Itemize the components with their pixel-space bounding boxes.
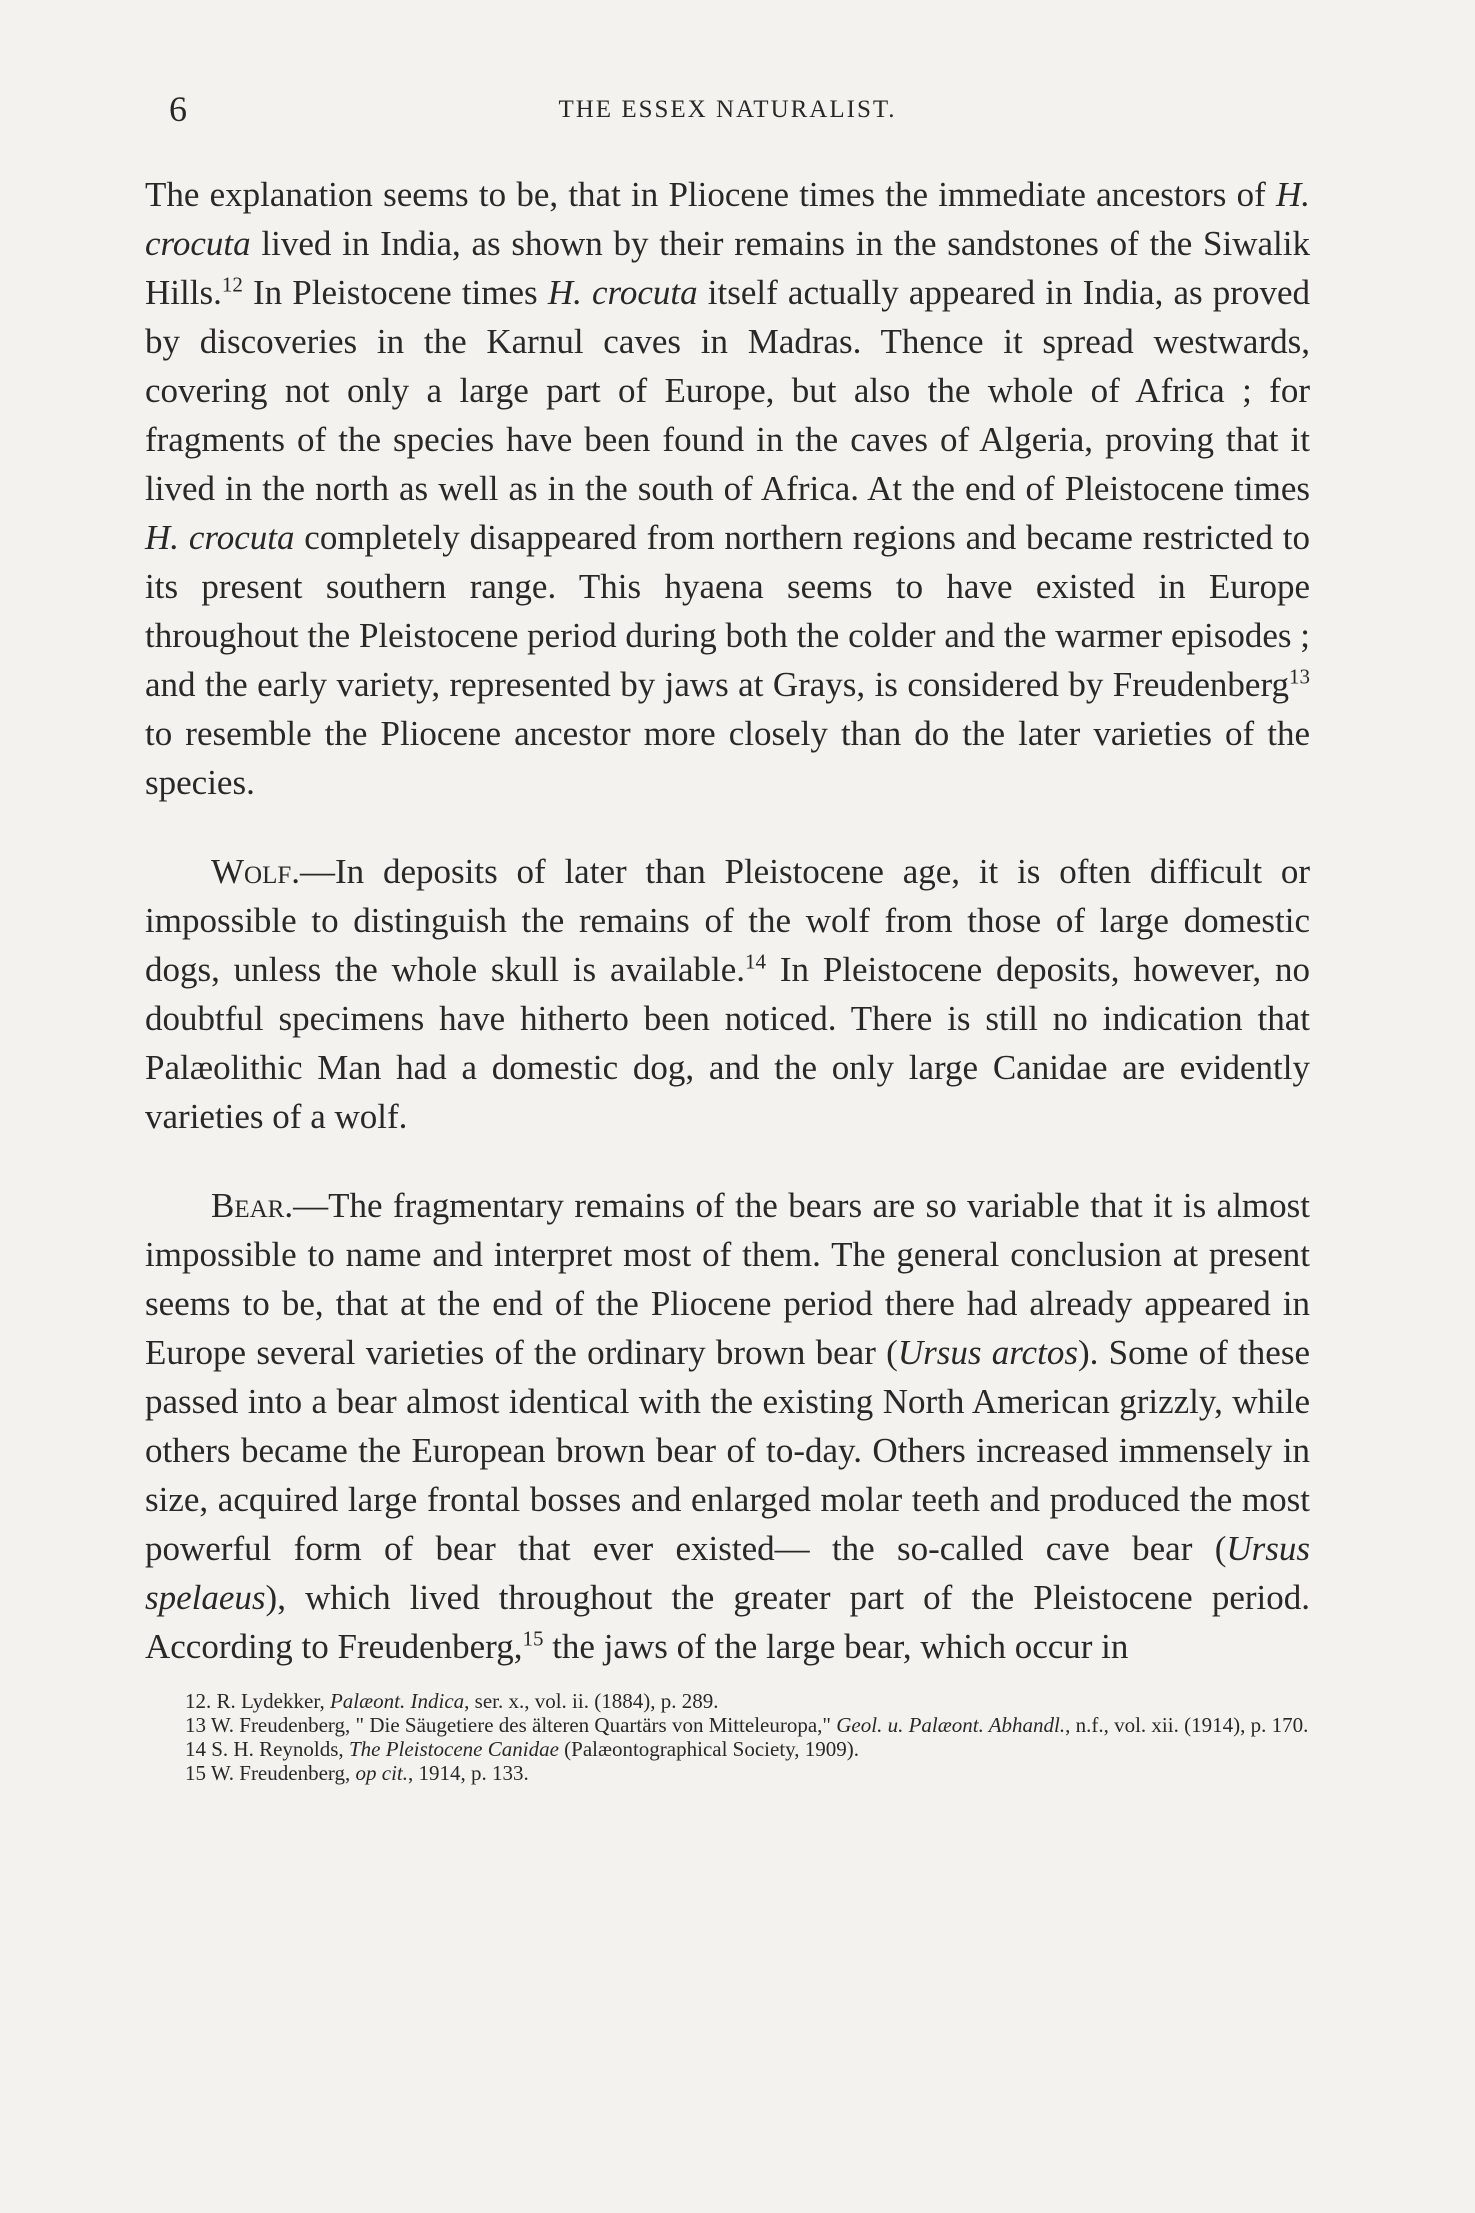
text-run: —In deposits of later than Pleistocene age, it is often difficult or impossible to distinguish the remains of the wolf from those of large domestic dogs, unless the whole skull is available.	[145, 852, 1310, 989]
paragraph-hyaena	[145, 170, 1310, 807]
footnote-text: , ser. x., vol. ii. (1884), p. 289.	[464, 1689, 719, 1713]
footnote-text: , n.f., vol. xii. (1914), p. 170.	[1065, 1713, 1309, 1737]
footnotes	[145, 1689, 1310, 1785]
footnote-title: The Pleistocene Canidae	[348, 1737, 559, 1761]
footnote	[145, 1689, 1310, 1713]
footnote	[145, 1713, 1310, 1737]
footnote-text: 13 W. Freudenberg, " Die Säugetiere des älteren Quartärs von Mitteleuropa,"	[185, 1713, 837, 1737]
footnote-text: , 1914, p. 133.	[408, 1761, 529, 1785]
footnote-text: (Palæontographical Society, 1909).	[558, 1737, 860, 1761]
text-run: lived in India, as shown by their remains in the sandstones of the Siwalik Hills.	[145, 224, 1310, 312]
footnote-title: op cit.	[355, 1761, 409, 1785]
footnote-title: Geol. u. Palæont. Abhandl.	[836, 1713, 1066, 1737]
footnote-text: 12. R. Lydekker,	[185, 1689, 330, 1713]
footnote-ref-12: 12	[221, 272, 243, 297]
species-name: Ursus arctos	[897, 1333, 1078, 1372]
text-run: In Pleistocene deposits, however, no doubtful specimens have hitherto been noticed. There is still no indication that Palæolithic Man had a domestic dog, and the only large Canidae are evidently varieties of a wolf.	[145, 950, 1310, 1136]
footnote	[145, 1761, 1310, 1785]
footnote-text: 14 S. H. Reynolds,	[185, 1737, 349, 1761]
text-run: the jaws of the large bear, which occur in	[543, 1627, 1129, 1666]
section-heading-wolf: Wolf.	[211, 852, 301, 891]
running-head	[145, 88, 1310, 140]
species-name: H. crocuta	[145, 518, 295, 557]
species-name: Ursus spelaeus	[145, 1529, 1310, 1617]
body-text	[145, 170, 1310, 1671]
footnote-ref-14: 14	[745, 949, 767, 974]
footnote-ref-13: 13	[1289, 664, 1310, 689]
species-name: H. crocuta	[145, 175, 1310, 263]
journal-title: THE ESSEX NATURALIST.	[558, 96, 897, 123]
text-run: The explanation seems to be, that in Pliocene times the immediate ancestors of	[145, 175, 1276, 214]
text-run: In Pleistocene times	[242, 273, 548, 312]
page-number: 6	[169, 89, 187, 129]
text-run: ). Some of these passed into a bear almost identical with the existing North American grizzly, while others became the European brown bear of to-day. Others increased immensely in size, acquired large frontal bosses and enlarged molar teeth and produced the most powerful form of bear that ever existed— the so-called cave bear (	[145, 1333, 1310, 1568]
paragraph-wolf	[145, 847, 1310, 1141]
footnote-title: Palæont. Indica	[329, 1689, 465, 1713]
species-name: H. crocuta	[547, 273, 698, 312]
text-run: ), which lived throughout the greater part of the Pleistocene period. According to Freudenberg,	[145, 1578, 1310, 1666]
text-run: to resemble the Pliocene ancestor more closely than do the later varieties of the species.	[145, 714, 1310, 802]
page	[145, 88, 1310, 1785]
text-run: itself actually appeared in India, as proved by discoveries in the Karnul caves in Madras. Thence it spread westwards, covering not only a large part of Europe, but also the whole of Africa ; for fragments of the species have been found in the caves of Algeria, proving that it lived in the north as well as in the south of Africa. At the end of Pleistocene times	[145, 273, 1310, 508]
text-run: —The fragmentary remains of the bears are so variable that it is almost impossible to name and interpret most of them. The general conclusion at present seems to be, that at the end of the Pliocene period there had already appeared in Europe several varieties of the ordinary brown bear (	[145, 1186, 1310, 1372]
text-run: completely disappeared from northern regions and became restricted to its present southern range. This hyaena seems to have existed in Europe throughout the Pleistocene period during both the colder and the warmer episodes ; and the early variety, represented by jaws at Grays, is considered by Freudenberg	[145, 518, 1310, 704]
paragraph-bear	[145, 1181, 1310, 1671]
footnote	[145, 1737, 1310, 1761]
section-heading-bear: Bear.	[211, 1186, 294, 1225]
footnote-text: 15 W. Freudenberg,	[185, 1761, 356, 1785]
footnote-ref-15: 15	[522, 1626, 544, 1651]
